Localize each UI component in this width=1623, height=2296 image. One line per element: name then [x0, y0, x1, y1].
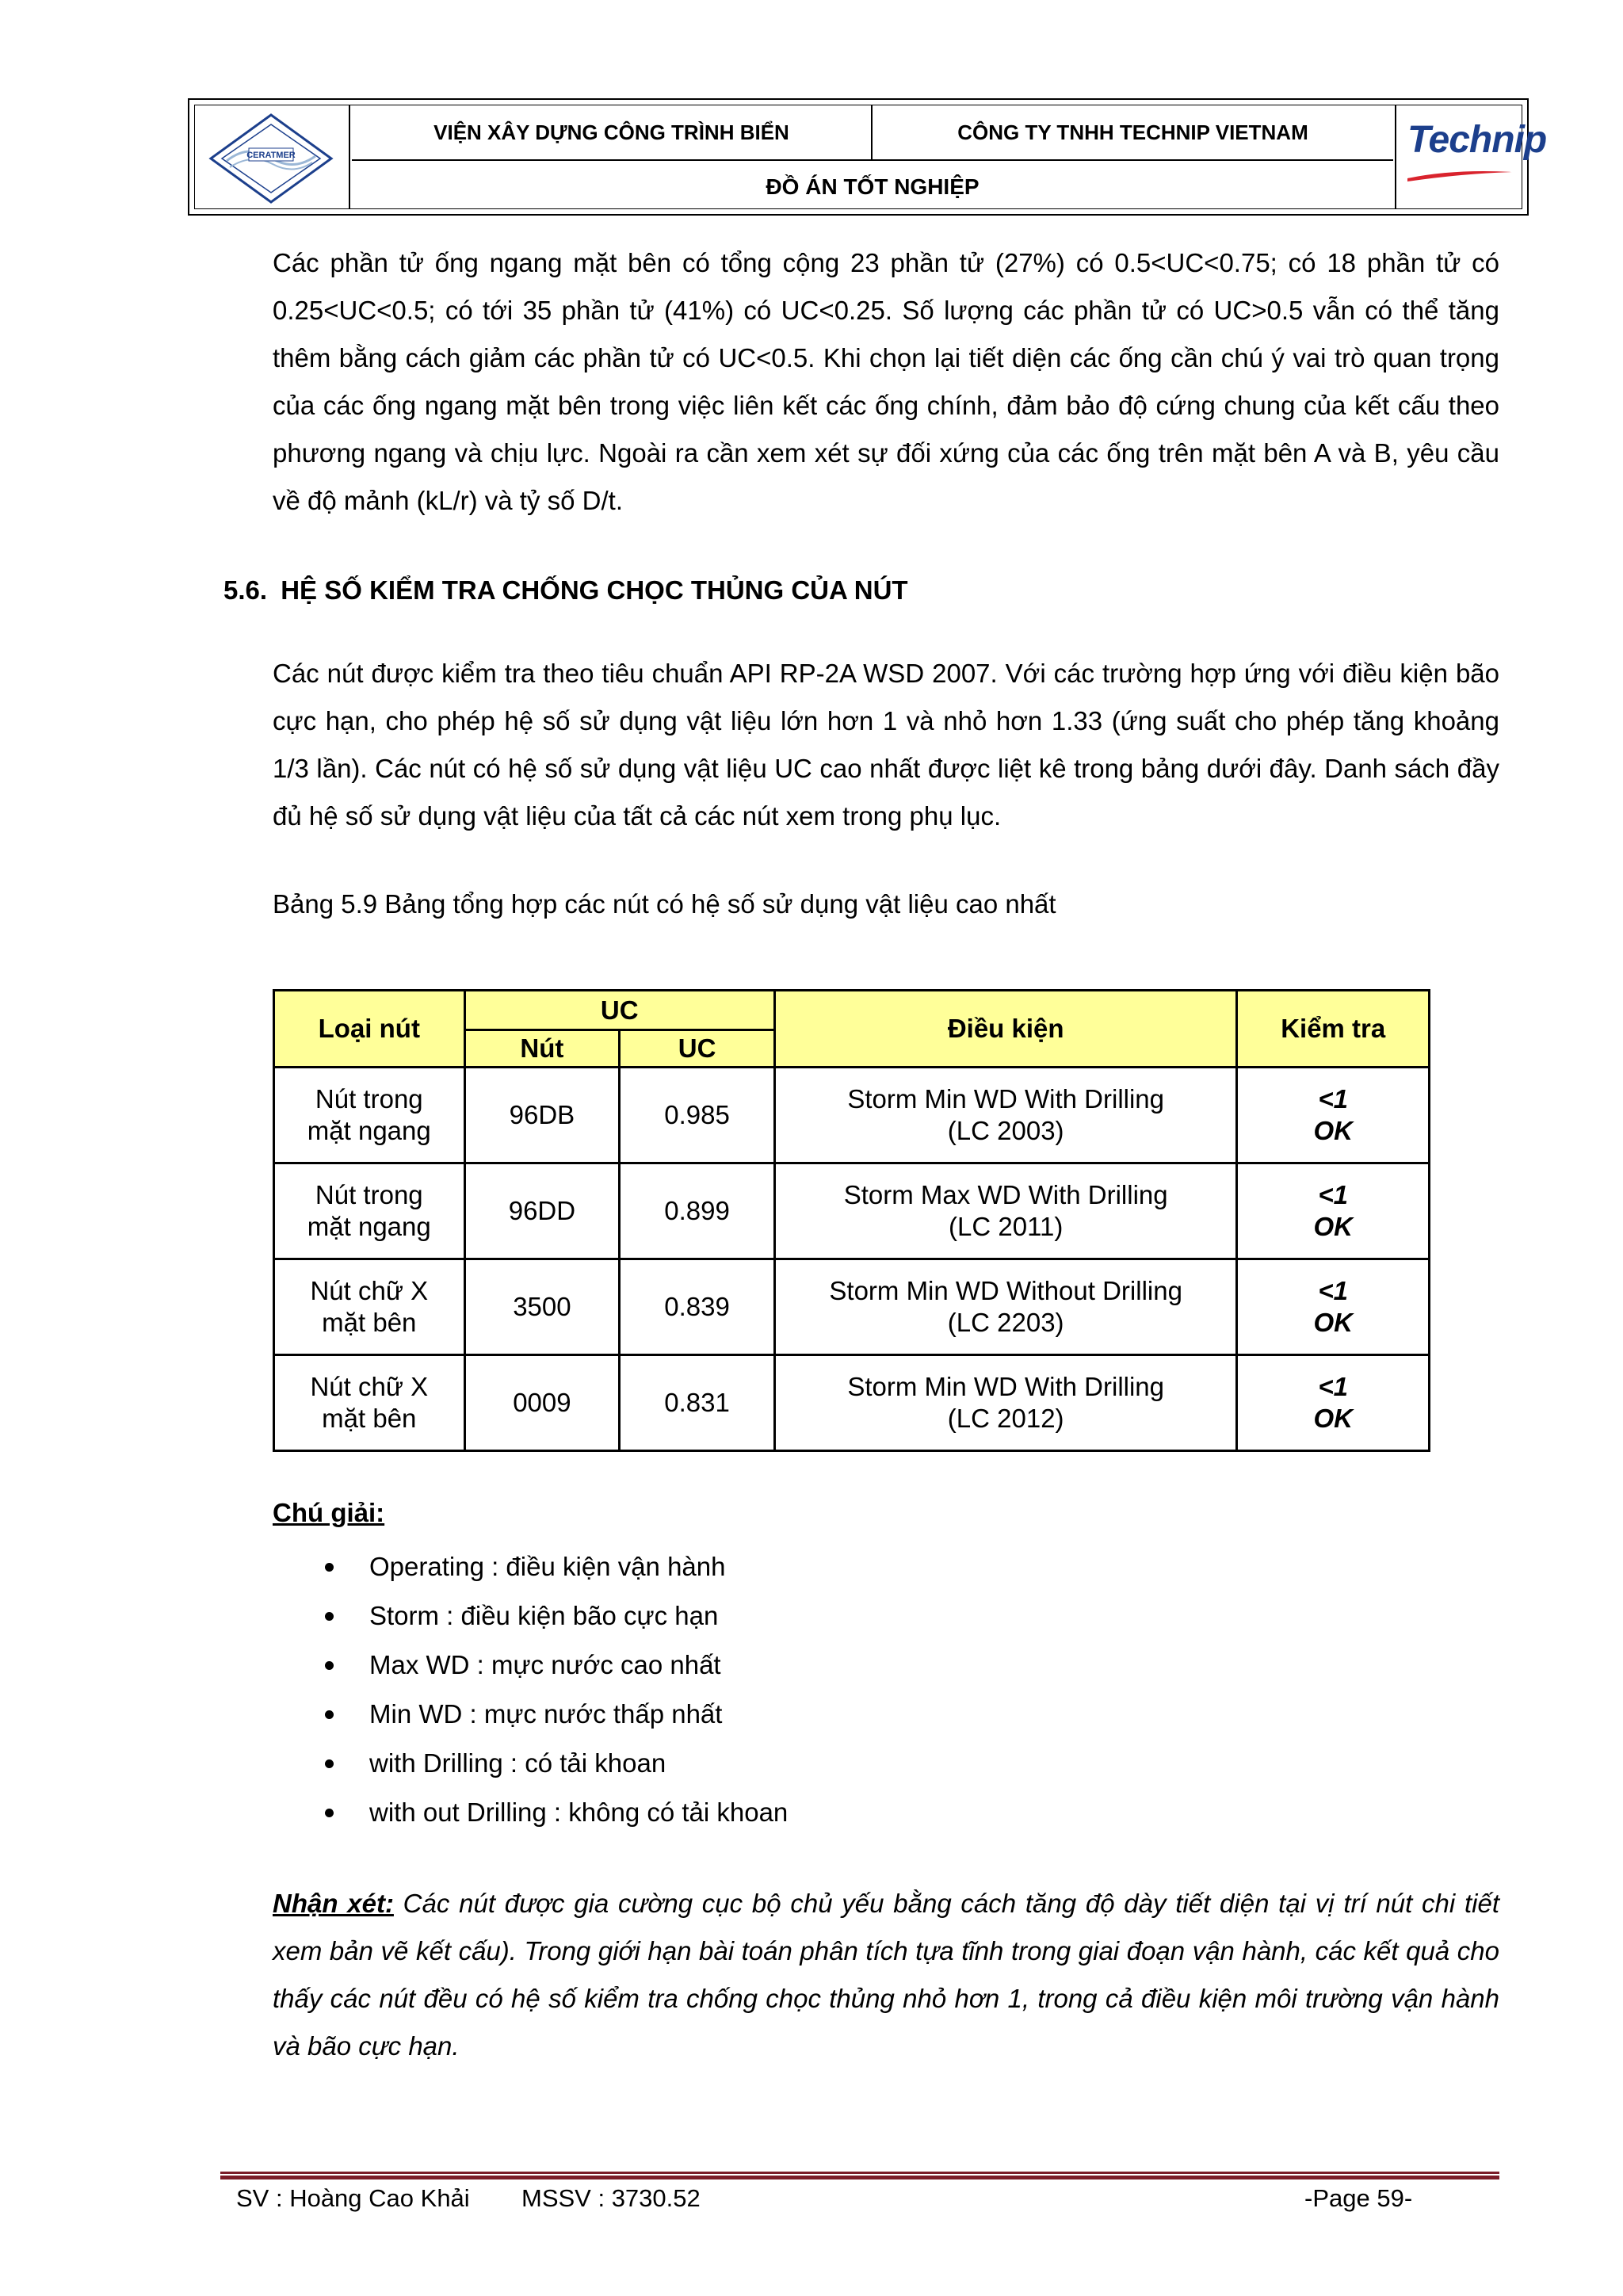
- company-name: CÔNG TY TNHH TECHNIP VIETNAM: [957, 120, 1308, 144]
- list-item: Max WD : mực nước cao nhất: [325, 1641, 788, 1690]
- cell-joint: 3500: [464, 1259, 620, 1355]
- section-heading: [223, 575, 908, 606]
- cell-condition: Storm Min WD With Drilling (LC 2012): [774, 1355, 1237, 1451]
- cell-condition: Storm Max WD With Drilling (LC 2011): [774, 1163, 1237, 1259]
- ceratmer-logo-text: CERATMER: [246, 151, 296, 160]
- table-row: [274, 1163, 1430, 1259]
- technip-logo-cell: [1395, 105, 1547, 208]
- cell-joint-type: Nút chữ X mặt bên: [274, 1355, 465, 1451]
- cell-uc: 0.831: [620, 1355, 775, 1451]
- footer-student: SV : Hoàng Cao Khải: [236, 2184, 470, 2212]
- header-joint-type: Loại nút: [274, 991, 465, 1068]
- ceratmer-logo-cell: [195, 105, 350, 208]
- cell-check: <1 OK: [1237, 1355, 1430, 1451]
- footer-student-id: MSSV : 3730.52: [521, 2184, 701, 2212]
- bullet-icon: [325, 1612, 334, 1621]
- institute-name: VIỆN XÂY DỰNG CÔNG TRÌNH BIỂN: [352, 105, 873, 159]
- paragraph-joints: Các nút được kiểm tra theo tiêu chuẩn API RP-2A WSD 2007. Với các trường hợp ứng với điều kiện bão cực hạn, cho phép hệ số sử dụng vật liệu lớn hơn 1 và nhỏ hơn 1.33 (ứng suất cho phép tăng khoảng 1/3 lần). Các nút có hệ số sử dụng vật liệu UC cao nhất được liệt kê trong bảng dưới đây. Danh sách đầy đủ hệ số sử dụng vật liệu của tất cả các nút xem trong phụ lục.: [273, 659, 1499, 831]
- bullet-icon: [325, 1710, 334, 1719]
- table-row: [274, 1068, 1430, 1163]
- header-row-top: [352, 105, 1393, 161]
- section-title: HỆ SỐ KIỂM TRA CHỐNG CHỌC THỦNG CỦA NÚT: [281, 575, 908, 605]
- bullet-icon: [325, 1563, 334, 1572]
- footer-page-number: -Page 59-: [1304, 2184, 1413, 2212]
- header-check: Kiểm tra: [1237, 991, 1430, 1068]
- page-header: [188, 98, 1547, 216]
- cell-check: <1 OK: [1237, 1163, 1430, 1259]
- header-titles: [352, 105, 1393, 208]
- list-item: Storm : điều kiện bão cực hạn: [325, 1591, 788, 1641]
- bullet-icon: [325, 1809, 334, 1817]
- remark-paragraph: [273, 1880, 1499, 2070]
- table-row: [274, 1355, 1430, 1451]
- header-joint: Nút: [464, 1030, 620, 1068]
- cell-condition: Storm Min WD Without Drilling (LC 2203): [774, 1259, 1237, 1355]
- list-item: with Drilling : có tải khoan: [325, 1739, 788, 1788]
- paragraph-members: Các phần tử ống ngang mặt bên có tổng cộng 23 phần tử (27%) có 0.5<UC<0.75; có 18 phần tử có 0.25<UC<0.5; có tới 35 phần tử (41%) có UC<0.25. Số lượng các phần tử có UC>0.5 vẫn có thể tăng thêm bằng cách giảm các phần tử có UC<0.5. Khi chọn lại tiết diện các ống cần chú ý vai trò quan trọng của các ống ngang mặt bên trong việc liên kết các ống chính, đảm bảo độ cứng chung của kết cấu theo phương ngang và chịu lực. Ngoài ra cần xem xét sự đối xứng của các ống trên mặt bên A và B, yêu cầu về độ mảnh (kL/r) và tỷ số D/t.: [273, 248, 1499, 515]
- project-title: ĐỒ ÁN TỐT NGHIỆP: [766, 174, 980, 199]
- cell-check: <1 OK: [1237, 1259, 1430, 1355]
- technip-logo-text: Technip: [1407, 119, 1547, 161]
- table-caption: Bảng 5.9 Bảng tổng hợp các nút có hệ số sử dụng vật liệu cao nhất: [273, 889, 1056, 919]
- header-uc-group: UC: [464, 991, 774, 1030]
- cell-joint-type: Nút trong mặt ngang: [274, 1068, 465, 1163]
- cell-uc: 0.899: [620, 1163, 775, 1259]
- remark-label: Nhận xét:: [273, 1889, 394, 1918]
- cell-joint-type: Nút chữ X mặt bên: [274, 1259, 465, 1355]
- cell-joint-type: Nút trong mặt ngang: [274, 1163, 465, 1259]
- cell-uc: 0.985: [620, 1068, 775, 1163]
- cell-joint: 0009: [464, 1355, 620, 1451]
- legend-list: [325, 1542, 788, 1837]
- cell-joint: 96DB: [464, 1068, 620, 1163]
- header-frame: [194, 105, 1547, 209]
- footer-rule: [220, 2172, 1499, 2179]
- section-number: 5.6.: [223, 575, 268, 605]
- cell-condition: Storm Min WD With Drilling (LC 2003): [774, 1068, 1237, 1163]
- cell-uc: 0.839: [620, 1259, 775, 1355]
- cell-joint: 96DD: [464, 1163, 620, 1259]
- uc-summary-table: [273, 989, 1430, 1452]
- table-row: [274, 1259, 1430, 1355]
- list-item: Min WD : mực nước thấp nhất: [325, 1690, 788, 1739]
- bullet-icon: [325, 1759, 334, 1768]
- cell-check: <1 OK: [1237, 1068, 1430, 1163]
- bullet-icon: [325, 1661, 334, 1670]
- legend-title: Chú giải:: [273, 1498, 385, 1527]
- technip-swoosh-icon: [1406, 167, 1514, 183]
- ceratmer-logo: [208, 112, 334, 205]
- header-condition: Điều kiện: [774, 991, 1237, 1068]
- header-uc: UC: [620, 1030, 775, 1068]
- list-item: Operating : điều kiện vận hành: [325, 1542, 788, 1591]
- remark-text: Các nút được gia cường cục bộ chủ yếu bằng cách tăng độ dày tiết diện tại vị trí nút chi tiết xem bản vẽ kết cấu). Trong giới hạn bài toán phân tích tựa tĩnh trong giai đoạn vận hành, các kết quả cho thấy các nút đều có hệ số kiểm tra chống chọc thủng nhỏ hơn 1, trong cả điều kiện môi trường vận hành và bão cực hạn.: [273, 1889, 1499, 2061]
- list-item: with out Drilling : không có tải khoan: [325, 1788, 788, 1837]
